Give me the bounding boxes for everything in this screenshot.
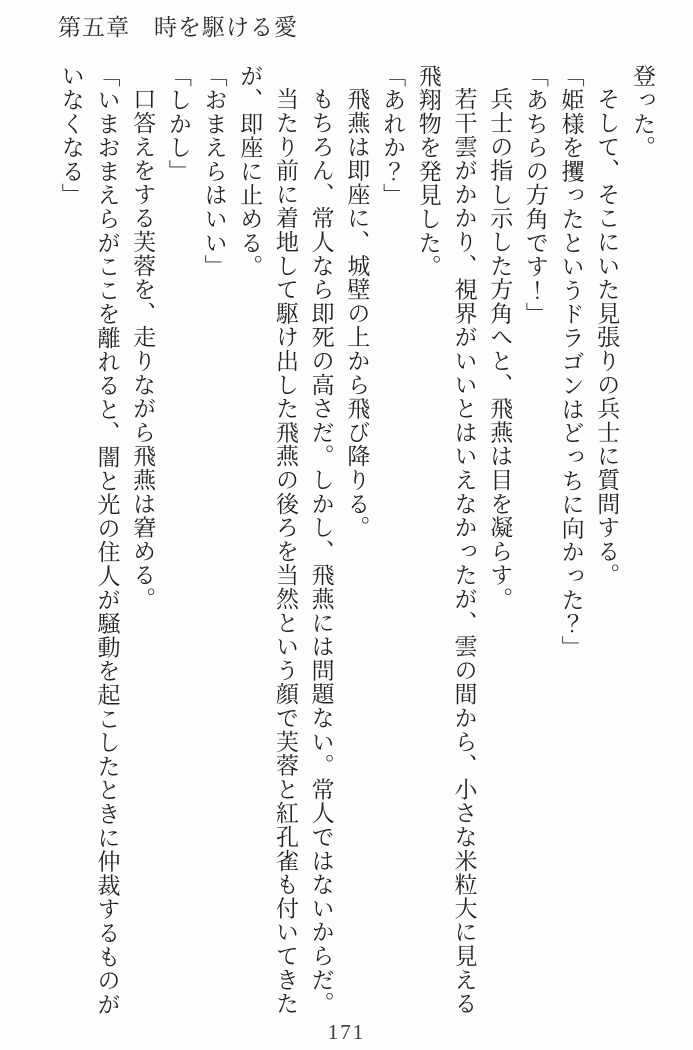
paragraph: 「あちらの方角です！」: [522, 64, 548, 326]
chapter-header: 第五章 時を駆ける愛: [58, 15, 298, 40]
text-body: [48, 64, 660, 1018]
paragraph: 兵士の指し示した方角へと、飛燕は目を凝らす。: [487, 87, 513, 611]
paragraph: 「いまおまえらがここを離れると、闇と光の住人が騒動を起こしたときに仲裁するものがいなくなる」: [58, 64, 120, 1016]
paragraph: もちろん、常人なら即死の高さだ。しかし、飛燕には問題ない。常人ではないからだ。: [308, 87, 334, 1016]
paragraph: 若干雲がかかり、視界がいいとはいえなかったが、雲の間から、小さな米粒大に見える飛翔物を発見した。: [415, 64, 477, 1016]
paragraph: 「あれか？」: [380, 64, 406, 207]
paragraph: 当たり前に着地して駆け出した飛燕の後ろを当然という顔で芙蓉と紅孔雀も付いてきたが、即座に止める。: [237, 64, 298, 1016]
paragraph: 「しかし」: [165, 64, 191, 183]
paragraph: そして、そこにいた見張りの兵士に質問する。: [594, 87, 620, 587]
paragraph: 登った。: [630, 64, 655, 160]
paragraph: 「姫様を攫ったというドラゴンはどっちに向かった？」: [558, 64, 584, 659]
paragraph: 口答えをする芙蓉を、走りながら飛燕は窘める。: [130, 87, 156, 611]
paragraph: 飛燕は即座に、城壁の上から飛び降りる。: [344, 87, 370, 540]
page-number: 171: [327, 1020, 366, 1044]
paragraph: 「おまえらはいい」: [201, 64, 227, 279]
